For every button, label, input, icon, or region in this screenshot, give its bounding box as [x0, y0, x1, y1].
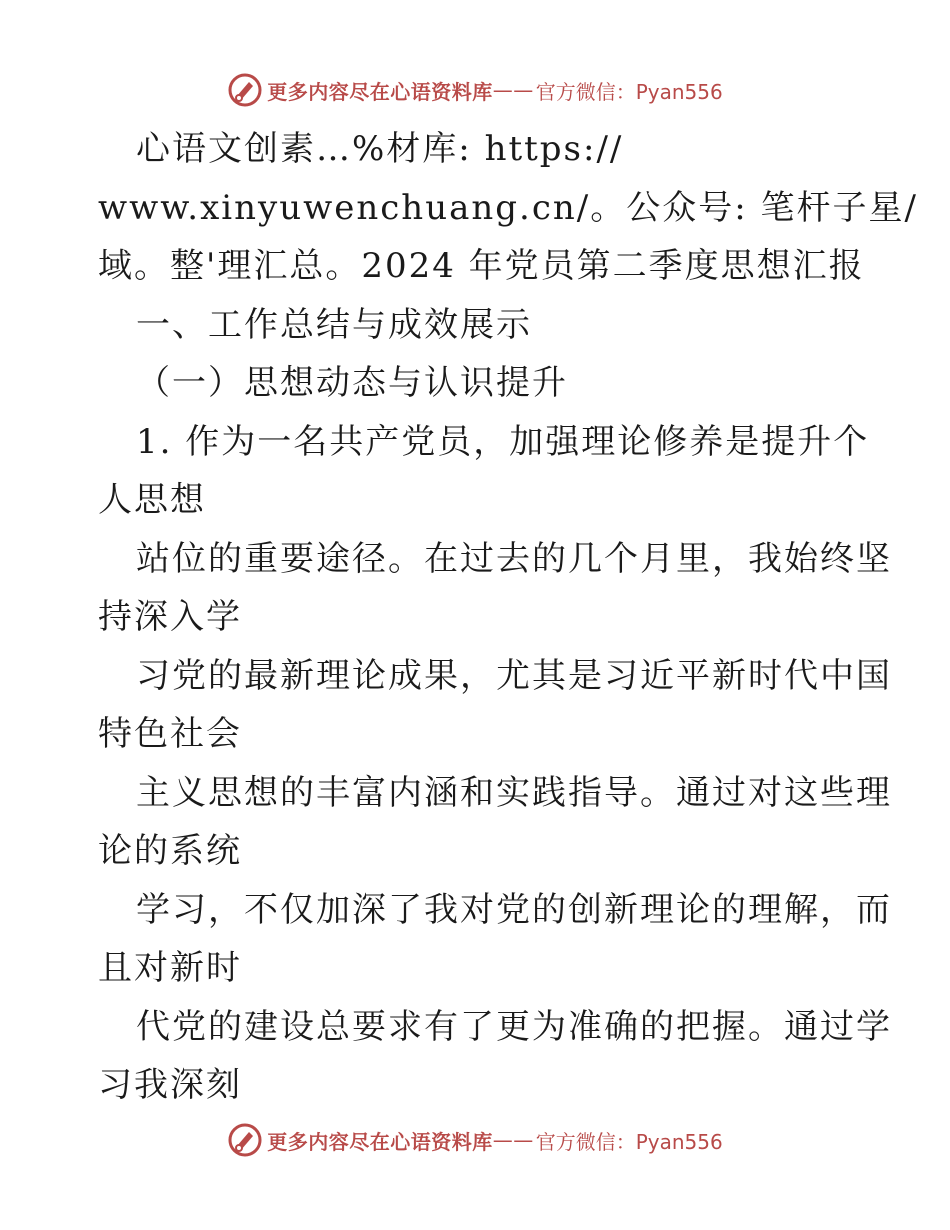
- banner-slogan: 更多内容尽在心语资料库: [267, 1129, 493, 1154]
- text-line: 站位的重要途径。在过去的几个月里，我始终坚: [136, 538, 892, 579]
- footer-banner: [0, 1120, 950, 1160]
- text-line: 域。整'理汇总。2024 年党员第二季度思想汇报: [98, 246, 865, 286]
- text-line: 代党的建设总要求有了更为准确的把握。通过学: [136, 1006, 892, 1047]
- banner-wechat: 官方微信：Pyan556: [535, 79, 723, 104]
- text-line: 心语文创素…%材库: https://: [136, 129, 624, 169]
- text-line: 特色社会: [98, 714, 242, 754]
- text-line: 且对新时: [98, 948, 242, 988]
- text-line: 1. 作为一名共产党员，加强理论修养是提升个: [136, 421, 870, 462]
- text-line: 习我深刻: [98, 1065, 242, 1105]
- banner-wechat: 官方微信：Pyan556: [535, 1129, 723, 1154]
- text-line: 学习，不仅加深了我对党的创新理论的理解，而: [136, 889, 892, 930]
- banner-dash: ——: [492, 78, 534, 102]
- text-line: www.xinyuwenchuang.cn/。公众号: 笔杆子星/: [98, 187, 918, 228]
- text-line: 持深入学: [98, 597, 242, 637]
- banner-slogan: 更多内容尽在心语资料库: [267, 79, 493, 104]
- header-banner: [0, 70, 950, 110]
- text-line: 习党的最新理论成果，尤其是习近平新时代中国: [136, 655, 892, 696]
- text-line: （一）思想动态与认识提升: [136, 363, 568, 403]
- document-body: [98, 120, 918, 1115]
- text-line: 一、工作总结与成效展示: [136, 304, 532, 345]
- brand-logo-icon: [227, 72, 263, 108]
- text-line: 人思想: [98, 480, 206, 520]
- banner-dash: ——: [492, 1128, 534, 1152]
- text-line: 主义思想的丰富内涵和实践指导。通过对这些理: [136, 772, 892, 813]
- text-line: 论的系统: [98, 831, 242, 871]
- brand-logo-icon: [227, 1122, 263, 1158]
